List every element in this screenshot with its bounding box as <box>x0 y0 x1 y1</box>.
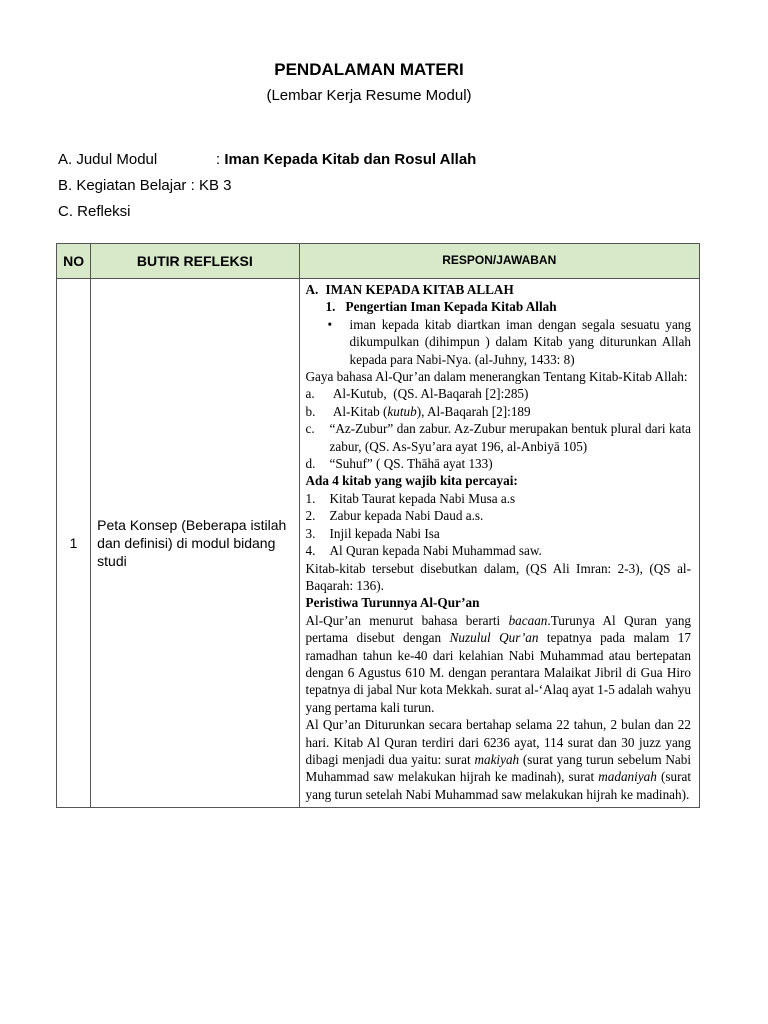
list-marker: 1. <box>305 490 316 506</box>
list-marker: b. <box>305 403 316 419</box>
paragraph-turunnya <box>306 612 691 716</box>
paragraph-gaya-bahasa: Gaya bahasa Al-Qur’an dalam menerangkan Tentang Kitab-Kitab Allah: <box>305 369 688 385</box>
list-text: Kitab Taurat kepada Nabi Musa a.s <box>329 490 516 506</box>
cell-butir: Peta Konsep (Beberapa istilah dan definisi) di modul bidang studi <box>91 279 299 808</box>
list-item <box>306 542 691 559</box>
list-item <box>306 455 691 472</box>
list-item <box>306 403 691 420</box>
list-item <box>306 490 691 507</box>
kitab-title: Ada 4 kitab yang wajib kita percayai: <box>305 473 518 489</box>
cell-respon <box>299 279 699 808</box>
list-item <box>306 420 691 455</box>
bullet-icon: • <box>327 316 333 332</box>
list-text: Injil kepada Nabi Isa <box>329 525 440 541</box>
list-text: Al Quran kepada Nabi Muhammad saw. <box>329 543 542 559</box>
list-item <box>306 385 691 402</box>
list-marker: 3. <box>305 525 316 541</box>
list-text-post: ), Al-Baqarah [2]:189 <box>416 403 531 419</box>
text-run-italic: Nuzulul Qur’an <box>449 630 539 646</box>
subheading-text: Pengertian Iman Kepada Kitab Allah <box>345 299 557 315</box>
list-marker: a. <box>305 386 315 402</box>
list-item <box>306 507 691 524</box>
list-marker: c. <box>305 421 315 437</box>
subheading-pengertian <box>306 298 691 315</box>
meta-separator: : <box>216 151 225 168</box>
meta-label: B. Kegiatan Belajar <box>58 177 187 194</box>
text-run: .Turunya Al Quran yang pertama disebut dengan <box>305 612 692 646</box>
paragraph-bertahap <box>306 716 691 803</box>
meta-kegiatan-belajar <box>58 177 231 194</box>
header-respon-jawaban: RESPON/JAWABAN <box>299 244 699 279</box>
page-title: PENDALAMAN MATERI <box>274 60 464 79</box>
list-marker: d. <box>305 456 316 472</box>
header-butir-refleksi: BUTIR REFLEKSI <box>91 244 299 279</box>
text-run-italic: madaniyah <box>598 769 657 785</box>
text-run: Al Qur’an Diturunkan secara bertahap selama 22 tahun, 2 bulan dan 22 hari. Kitab Al Quran terdiri dari 6236 ayat, 114 surat dan 30 juzz yang dibagi menjadi dua yaitu: surat <box>305 717 691 767</box>
list-text: Zabur kepada Nabi Daud a.s. <box>329 508 484 524</box>
list-marker: A. <box>305 282 319 297</box>
heading-text: IMAN KEPADA KITAB ALLAH <box>325 282 514 297</box>
meta-value: Iman Kepada Kitab dan Rosul Allah <box>224 151 477 168</box>
list-item <box>306 525 691 542</box>
list-marker: 4. <box>305 543 316 559</box>
list-text-pre: Al-Kitab ( <box>329 403 388 419</box>
meta-refleksi <box>58 203 131 220</box>
reflection-table <box>56 243 700 808</box>
text-run: (surat yang turun sebelum Nabi Muhammad saw melakukan hijrah ke madinah), surat <box>305 751 691 785</box>
meta-label: A. Judul Modul <box>58 151 158 168</box>
meta-judul-modul <box>58 151 476 168</box>
text-run-italic: makiyah <box>474 751 520 767</box>
meta-label: C. Refleksi <box>58 203 131 220</box>
text-run: tepatnya pada malam 17 ramadhan tahun ke-40 dari kelahian Nabi Muhammad atau bertepatan dengan 6 Agustus 610 M. dengan perantara Malaikat Jibril di Gua Hiro tepatnya di jabal Nur kota Mekkah. surat al-‘Alaq ayat 1-5 adalah wahyu yang pertama kali turun. <box>305 630 691 715</box>
bullet-item <box>306 316 691 368</box>
peristiwa-title: Peristiwa Turunnya Al-Qur’an <box>305 595 480 611</box>
list-text <box>330 403 691 420</box>
heading-iman-kitab <box>306 281 691 298</box>
table-header-row <box>57 244 700 279</box>
text-run-italic: bacaan <box>508 612 548 628</box>
list-marker: 1. <box>325 299 336 315</box>
cell-no: 1 <box>57 279 91 808</box>
header-no: NO <box>57 244 91 279</box>
text-run: Al-Qur’an menurut bahasa berarti <box>305 612 509 628</box>
table-row <box>57 279 700 808</box>
paragraph-kitab-disebutkan: Kitab-kitab tersebut disebutkan dalam, (QS Ali Imran: 2-3), (QS al-Baqarah: 136). <box>305 560 691 593</box>
list-text: “Suhuf” ( QS. Thāhā ayat 133) <box>329 456 493 472</box>
meta-separator: : <box>186 177 199 194</box>
bullet-text: iman kepada kitab diartkan iman dengan segala sesuatu yang dikumpulkan (dihimpun ) dalam Kitab yang diturunkan Allah kepada para Nabi-Nya. (al-Juhny, 1433: 8) <box>349 316 691 367</box>
list-text: “Az-Zubur” dan zabur. Az-Zubur merupakan bentuk plural dari kata zabur, (QS. As-Syu’ara ayat 196, al-Anbiyā 105) <box>329 421 691 454</box>
page-subtitle: (Lembar Kerja Resume Modul) <box>266 87 472 104</box>
text-run: (surat yang turun setelah Nabi Muhammad saw melakukan hijrah ke madinah). <box>305 769 691 802</box>
meta-value: KB 3 <box>198 177 232 194</box>
list-text-italic: kutub <box>387 403 417 419</box>
list-marker: 2. <box>305 508 316 524</box>
list-text: Al-Kutub, (QS. Al-Baqarah [2]:285) <box>329 386 529 402</box>
